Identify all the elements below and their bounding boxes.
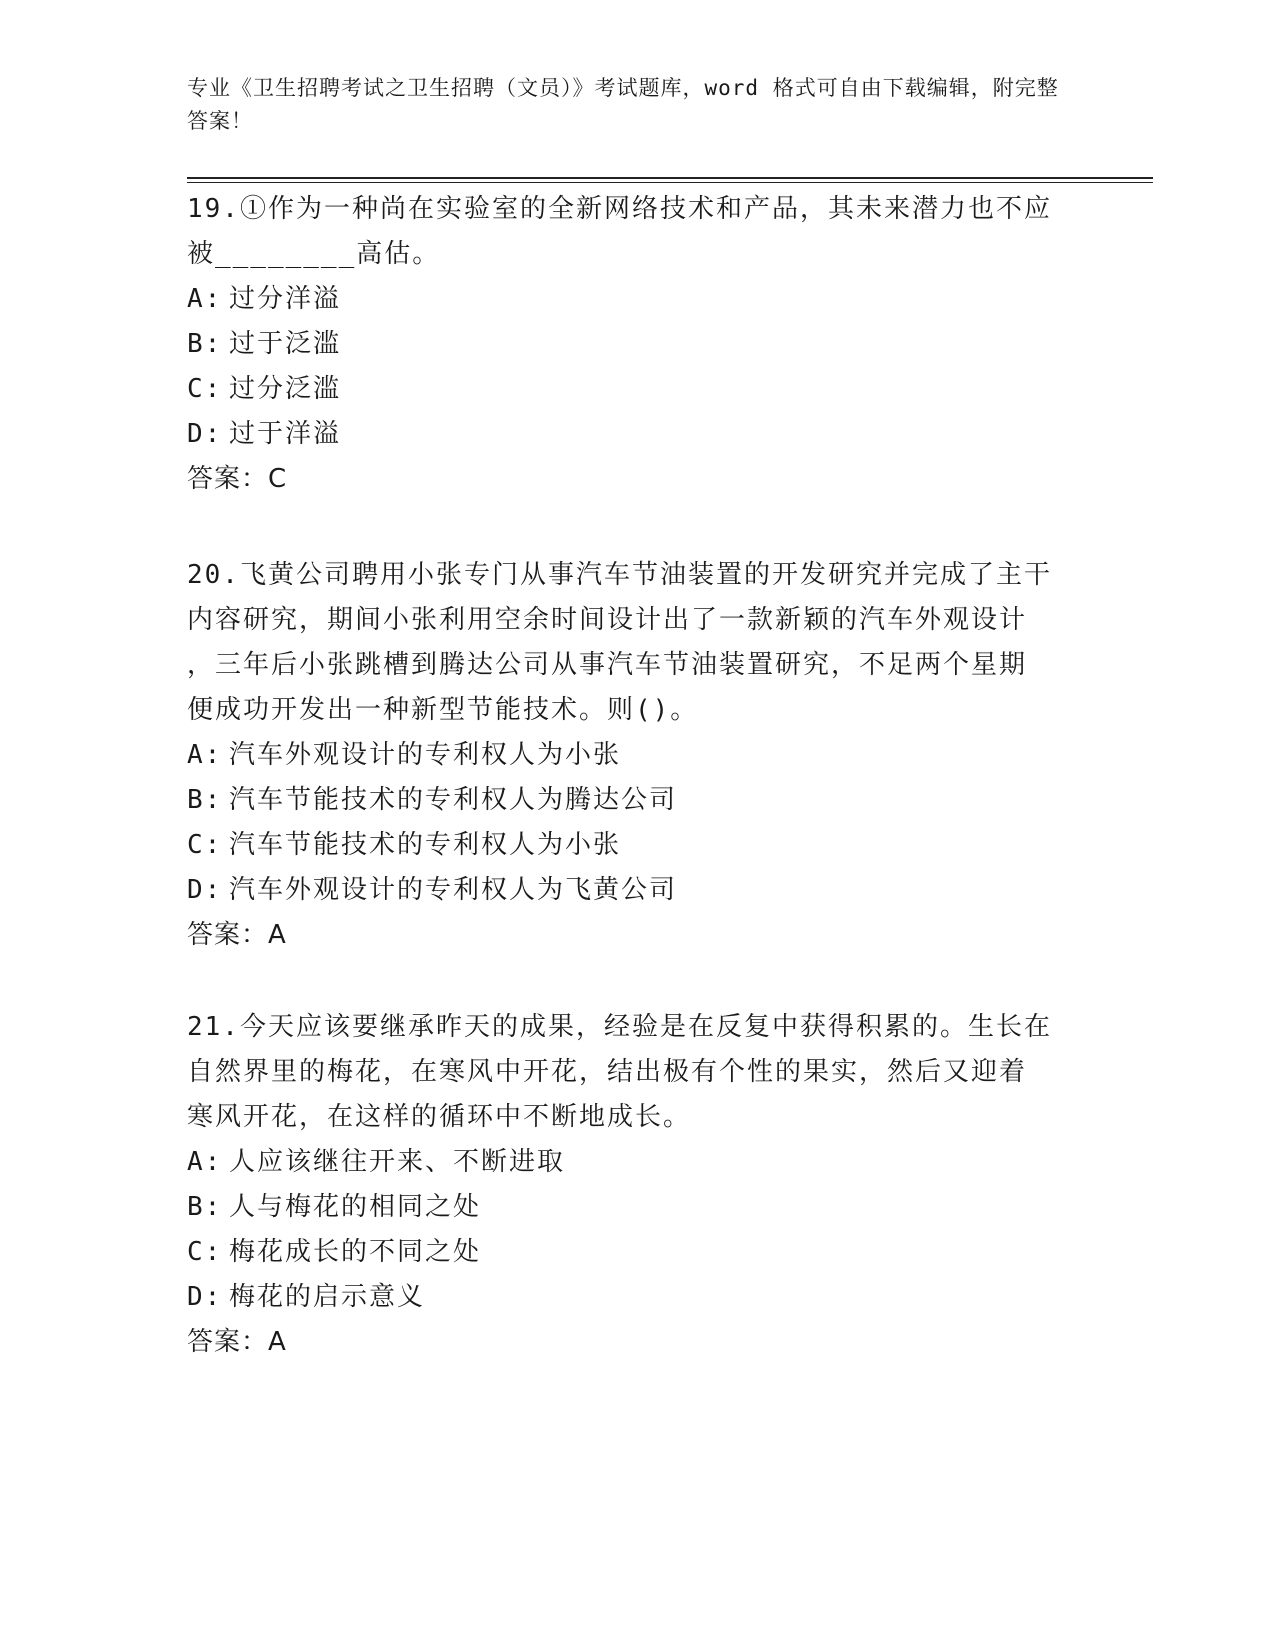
option-d [187, 412, 1077, 457]
option-a [187, 1140, 1077, 1185]
option-c [187, 1230, 1077, 1275]
option-key: C: [187, 830, 223, 860]
option-d [187, 868, 1077, 913]
option-key: C: [187, 374, 223, 404]
option-text: 过于洋溢 [229, 419, 342, 449]
option-text: 汽车节能技术的专利权人为腾达公司 [229, 785, 678, 815]
option-key: D: [187, 419, 223, 449]
question-stem-line: 自然界里的梅花，在寒风中开花，结出极有个性的果实，然后又迎着 [187, 1057, 1028, 1087]
answer-line: 答案：A [187, 1327, 287, 1357]
question-stem-line: 被________高估。 [187, 239, 441, 269]
answer-line: 答案：C [187, 464, 288, 494]
option-b [187, 322, 1077, 367]
question-20 [187, 553, 1077, 958]
option-key: B: [187, 329, 223, 359]
option-key: A: [187, 284, 223, 314]
option-b [187, 778, 1077, 823]
option-key: A: [187, 1147, 223, 1177]
option-d [187, 1275, 1077, 1320]
option-text: 汽车外观设计的专利权人为飞黄公司 [229, 875, 678, 905]
header-divider-thick [187, 177, 1153, 179]
question-21 [187, 1005, 1077, 1365]
option-key: D: [187, 875, 223, 905]
option-c [187, 823, 1077, 868]
option-key: A: [187, 740, 223, 770]
question-stem-line: 便成功开发出一种新型节能技术。则()。 [187, 695, 699, 725]
question-19 [187, 187, 1077, 502]
question-stem-line: 21.今天应该要继承昨天的成果，经验是在反复中获得积累的。生长在 [187, 1012, 1052, 1042]
option-b [187, 1185, 1077, 1230]
question-stem-line: 内容研究，期间小张利用空余时间设计出了一款新颖的汽车外观设计 [187, 605, 1028, 635]
option-a [187, 277, 1077, 322]
option-text: 人与梅花的相同之处 [229, 1192, 482, 1222]
header-divider-thin [187, 182, 1153, 183]
option-text: 过于泛滥 [229, 329, 342, 359]
answer-line: 答案：A [187, 920, 287, 950]
option-text: 过分洋溢 [229, 284, 342, 314]
option-text: 汽车节能技术的专利权人为小张 [229, 830, 622, 860]
option-key: B: [187, 785, 223, 815]
question-stem-line: 20.飞黄公司聘用小张专门从事汽车节油装置的开发研究并完成了主干 [187, 560, 1052, 590]
option-text: 汽车外观设计的专利权人为小张 [229, 740, 622, 770]
option-text: 梅花的启示意义 [229, 1282, 426, 1312]
option-key: C: [187, 1237, 223, 1267]
question-stem-line: 19.①作为一种尚在实验室的全新网络技术和产品，其未来潜力也不应 [187, 194, 1052, 224]
option-text: 梅花成长的不同之处 [229, 1237, 482, 1267]
question-stem-line: ，三年后小张跳槽到腾达公司从事汽车节油装置研究，不足两个星期 [187, 650, 1028, 680]
option-text: 人应该继往开来、不断进取 [229, 1147, 566, 1177]
question-stem-line: 寒风开花，在这样的循环中不断地成长。 [187, 1102, 692, 1132]
option-text: 过分泛滥 [229, 374, 342, 404]
option-c [187, 367, 1077, 412]
option-key: B: [187, 1192, 223, 1222]
option-key: D: [187, 1282, 223, 1312]
option-a [187, 733, 1077, 778]
document-header: 专业《卫生招聘考试之卫生招聘（文员）》考试题库，word 格式可自由下载编辑，附完整答案！ [187, 76, 1059, 133]
